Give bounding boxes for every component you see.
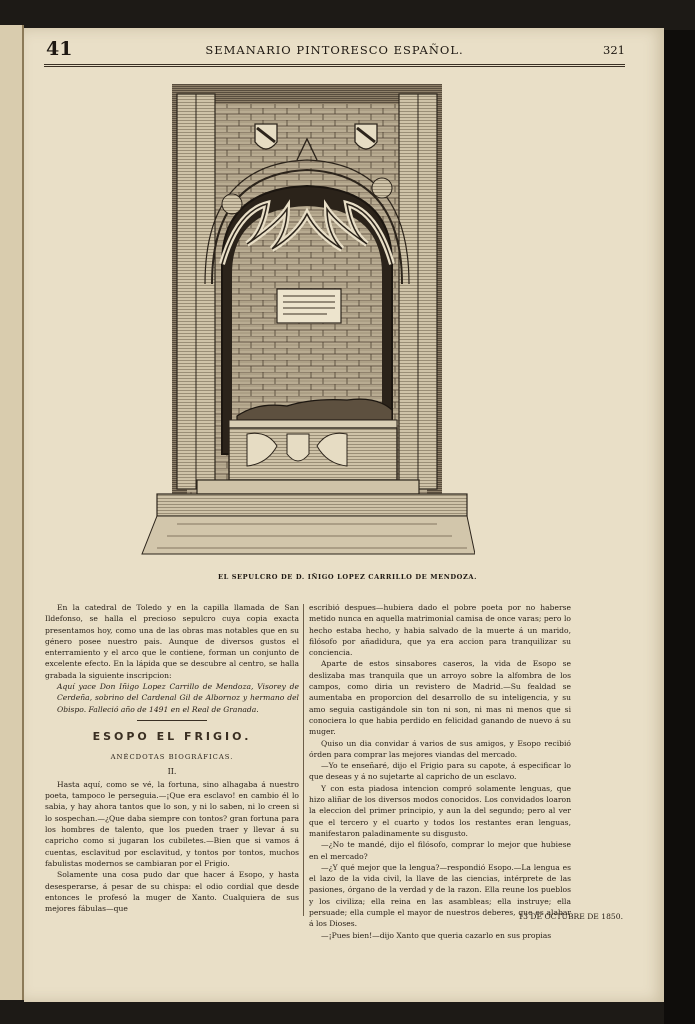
body-paragraph: Solamente una cosa pudo dar que hacer á Esopo, y hasta desesperarse, á pesar de su chispa: el odio cordial que desde entonces le profesó la muger de Xanto. Cualquiera de sus mejores fábulas—que (45, 870, 299, 914)
body-paragraph: —¿Y qué mejor que la lengua?—respondió Esopo.—La lengua es el lazo de la vida civil, la llave de las ciencias, intérprete de las pasiones, órgano de la verdad y de la razon. Ella reune los pueblos y los civiliza; ella reina en las asambleas; ella instruye; ella persuade; ella cumple el mayor de nuestros deberes, que es alabar á los Dioses. (309, 862, 571, 929)
publication-title: SEMANARIO PINTORESCO ESPAÑOL. (205, 43, 464, 57)
body-paragraph: —¡Pues bien!—dijo Xanto que queria cazarlo en sus propias (321, 930, 552, 940)
base-step (197, 480, 419, 494)
tomb-engraving (137, 84, 475, 564)
chapter-number: II. (167, 766, 177, 776)
body-paragraph: escribió despues—hubiera dado el pobre poeta por no haberse metido nunca en aquella matrimonial camisa de once varas; pero lo hecho estaba hecho, y habia salvado de la muerte á un marido, filósofo por añadidura, que ya era accion para tranquilizar su conciencia. (309, 603, 571, 658)
floor-step (157, 494, 467, 516)
inscription-tablet (277, 289, 341, 323)
sarcophagus-relief (247, 433, 347, 466)
header-rule (44, 66, 625, 67)
body-paragraph: Y con esta piadosa intencion compró solamente lenguas, que hizo aliñar de los diversos modos conocidos. Los convidados loaron la eleccion del primer principio, y aun la del segundo; pero al ver que el tercero y el cuarto y todos los restantes eran lenguas, manifestaron paladinamente su disgusto. (309, 783, 571, 838)
page-number: 321 (603, 43, 625, 57)
column-left (45, 602, 299, 914)
scan-background (664, 30, 695, 1024)
illustration-caption: EL SEPULCRO DE D. IÑIGO LOPEZ CARRILLO DE MENDOZA. (217, 573, 478, 581)
section-rule (137, 720, 207, 721)
body-paragraph: Quiso un dia convidar á varios de sus amigos, y Esopo recibió órden para comprar las mejores viandas del mercado. (309, 738, 571, 759)
article-subheading: ANÉCDOTAS BIOGRÁFICAS. (110, 753, 234, 762)
body-paragraph: —¿No te mandé, dijo el filósofo, comprar lo mejor que hubiese en el mercado? (309, 840, 571, 861)
running-header (44, 38, 625, 65)
tomb-inscription: Aquí yace Don Iñigo Lopez Carrillo de Mendoza, Visorey de Cerdeña, sobrino del Cardenal Gil de Albornoz y hermano del Obispo. Falleció año de 1491 en el Real de Granada. (57, 682, 299, 714)
body-paragraph: Hasta aquí, como se vé, la fortuna, sino alhagaba á nuestro poeta, tampoco le perseguia.—¡Que era esclavo! en cambio él lo sabia, y hay ahora tantos que lo son, y ni lo saben, ni lo creen si lo sospechan.—¿Que daba siempre con tontos? gran fortuna para los hombres de talento, que los pueden traer y llevar á su capricho como si jugaran los cubiletes.—Bien que si vamos á cuentas, esclavitud por esclavitud, y tontos por tontos, muchos fabulistas modernos se cambiaran por el Frigio. (45, 779, 299, 868)
body-paragraph: Aparte de estos sinsabores caseros, la vida de Esopo se deslizaba mas tranquila que un arroyo sobre la alfombra de los campos, como diria un revistero de Madrid.—Su fealdad se aumentaba en proporcion del desarrollo de su inteligencia, y su amo seguia castigándole sin ton ni son, ni mas ni menos que si conociera lo que habia perdido en felicidad ganando de nuevo á su muger. (309, 659, 571, 737)
adjacent-page-edge (0, 25, 24, 1000)
carved-head-left (222, 194, 242, 214)
body-paragraph: —Yo te enseñaré, dijo el Frigio para su capote, á especificar lo que deseas y á no sujetarte al capricho de un esclavo. (309, 761, 571, 782)
column-right (309, 602, 571, 941)
carved-head-right (372, 178, 392, 198)
intro-paragraph: En la catedral de Toledo y en la capilla llamada de San Ildefonso, se halla el precioso sepulcro cuya copia exacta presentamos hoy, como una de las obras mas notables que en su género posee nuestro pais. Aunque de diversos gustos el enterramiento y el arco que le contiene, forman un conjunto de excelente efecto. En la lápida que se descubre al centro, se halla grabada la siguiente inscripcion: (45, 603, 299, 680)
article-title: ESOPO EL FRIGIO. (92, 729, 252, 743)
column-divider (303, 604, 304, 916)
issue-number: 41 (46, 38, 73, 60)
issue-date: 13 DE OCTUBRE DE 1850. (518, 912, 623, 921)
